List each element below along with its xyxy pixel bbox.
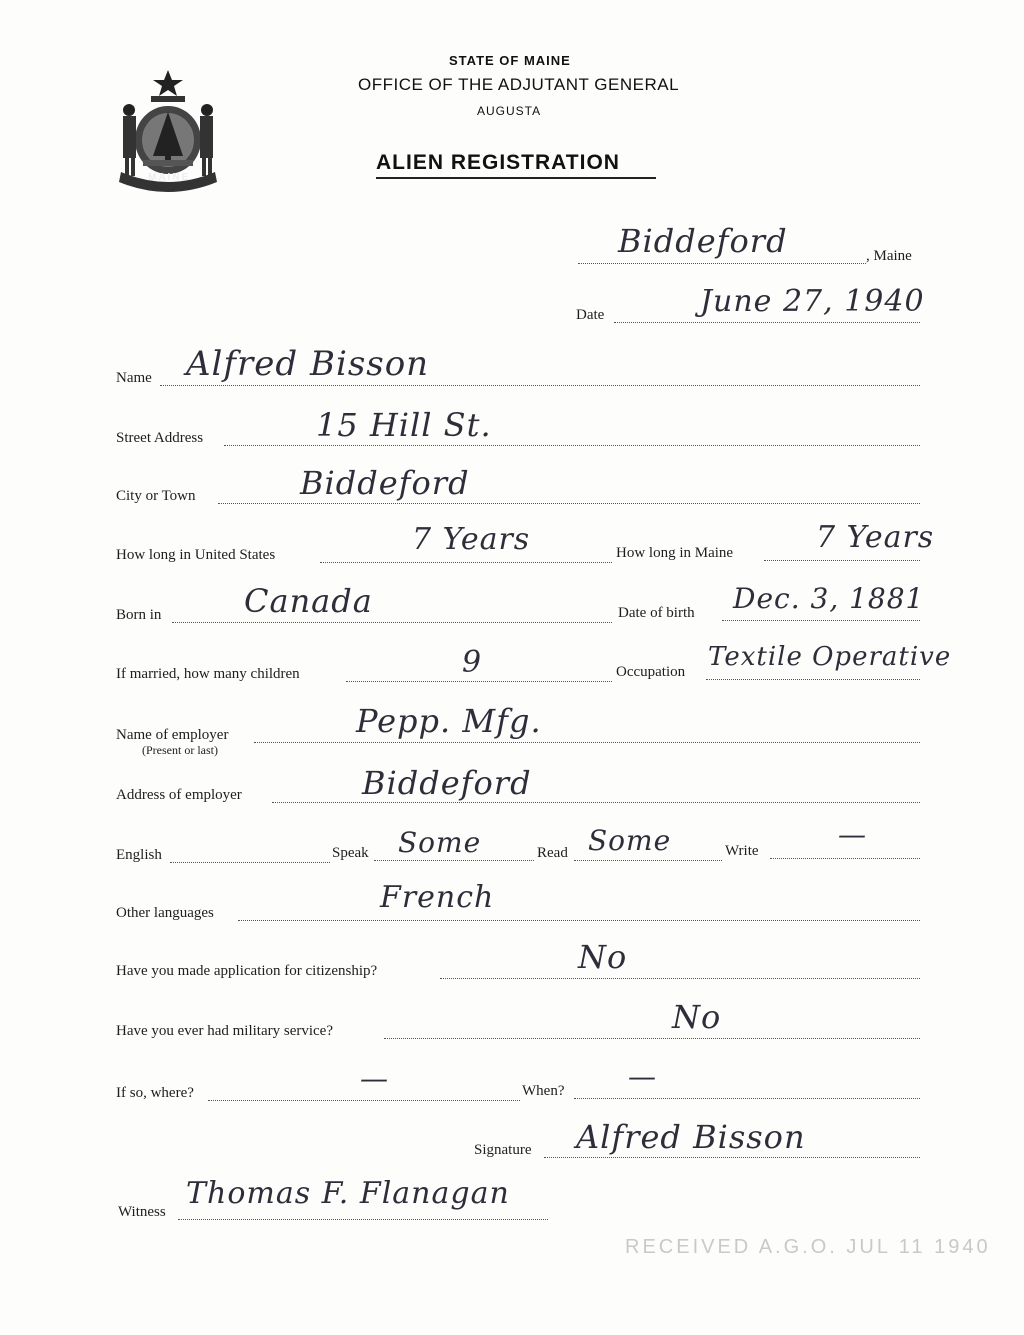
military-line xyxy=(384,1038,920,1039)
write-entry: — xyxy=(838,818,867,851)
town-entry: Biddeford xyxy=(618,222,788,260)
street-address-label: Street Address xyxy=(116,430,204,446)
occupation-line xyxy=(706,679,920,680)
witness-line xyxy=(178,1219,548,1220)
employer-name-label: Name of employer xyxy=(116,727,229,743)
city-label: City or Town xyxy=(116,488,196,504)
english-line xyxy=(170,862,330,863)
how-long-us-label: How long in United States xyxy=(116,547,276,563)
employer-address-entry: Biddeford xyxy=(362,764,532,802)
maine-state-seal-icon xyxy=(113,68,223,198)
header-state: STATE OF MAINE xyxy=(449,53,571,68)
name-label: Name xyxy=(116,370,152,386)
employer-name-entry: Pepp. Mfg. xyxy=(356,702,542,740)
when-label: When? xyxy=(522,1083,565,1099)
date-line xyxy=(614,322,920,323)
witness-label: Witness xyxy=(118,1204,166,1220)
town-line xyxy=(578,263,866,264)
seal-banner-text: MAINE xyxy=(148,172,191,183)
employer-address-line xyxy=(272,802,920,803)
born-in-entry: Canada xyxy=(244,582,373,620)
occupation-label: Occupation xyxy=(616,664,686,680)
other-languages-label: Other languages xyxy=(116,905,214,921)
name-line xyxy=(160,385,920,386)
received-stamp: RECEIVED A.G.O. JUL 11 1940 xyxy=(625,1236,991,1258)
other-languages-entry: French xyxy=(380,880,495,915)
citizenship-line xyxy=(440,978,920,979)
date-of-birth-label: Date of birth xyxy=(618,605,695,621)
employer-name-note: (Present or last) xyxy=(142,743,218,757)
witness-entry: Thomas F. Flanagan xyxy=(186,1176,510,1211)
date-entry: June 27, 1940 xyxy=(700,284,925,319)
citizenship-label: Have you made application for citizenship? xyxy=(116,963,378,979)
city-line xyxy=(218,503,920,504)
english-label: English xyxy=(116,847,162,863)
speak-label: Speak xyxy=(332,845,369,861)
how-long-maine-line xyxy=(764,560,920,561)
signature-entry: Alfred Bisson xyxy=(576,1118,806,1156)
children-entry: 9 xyxy=(462,645,483,680)
date-of-birth-line xyxy=(722,620,920,621)
when-line xyxy=(574,1098,920,1099)
street-address-line xyxy=(224,445,920,446)
town-suffix: , Maine xyxy=(866,248,912,264)
military-entry: No xyxy=(672,998,722,1036)
page-title: ALIEN REGISTRATION xyxy=(376,151,620,174)
header-office: OFFICE OF THE ADJUTANT GENERAL xyxy=(358,75,680,94)
speak-line xyxy=(374,860,534,861)
employer-address-label: Address of employer xyxy=(116,787,242,803)
occupation-entry: Textile Operative xyxy=(708,642,952,672)
header-city: AUGUSTA xyxy=(477,104,542,118)
citizenship-entry: No xyxy=(578,938,628,976)
read-entry: Some xyxy=(588,824,672,857)
children-label: If married, how many children xyxy=(116,666,300,682)
children-line xyxy=(346,681,612,682)
how-long-maine-entry: 7 Years xyxy=(816,520,935,555)
read-label: Read xyxy=(537,845,568,861)
city-entry: Biddeford xyxy=(300,464,470,502)
write-line xyxy=(770,858,920,859)
street-address-entry: 15 Hill St. xyxy=(316,406,492,444)
where-line xyxy=(208,1100,520,1101)
how-long-maine-label: How long in Maine xyxy=(616,545,734,561)
read-line xyxy=(574,860,722,861)
name-entry: Alfred Bisson xyxy=(186,344,430,384)
how-long-us-line xyxy=(320,562,612,563)
date-of-birth-entry: Dec. 3, 1881 xyxy=(733,582,925,615)
military-label: Have you ever had military service? xyxy=(116,1023,333,1039)
title-underline xyxy=(376,177,656,179)
employer-name-line xyxy=(254,742,920,743)
write-label: Write xyxy=(725,843,759,859)
speak-entry: Some xyxy=(398,826,482,859)
signature-line xyxy=(544,1157,920,1158)
other-languages-line xyxy=(238,920,920,921)
signature-label: Signature xyxy=(474,1142,532,1158)
where-label: If so, where? xyxy=(116,1085,194,1101)
where-entry: — xyxy=(360,1062,389,1095)
when-entry: — xyxy=(628,1060,657,1093)
date-label: Date xyxy=(576,307,605,323)
born-in-line xyxy=(172,622,612,623)
how-long-us-entry: 7 Years xyxy=(412,522,531,557)
born-in-label: Born in xyxy=(116,607,162,623)
